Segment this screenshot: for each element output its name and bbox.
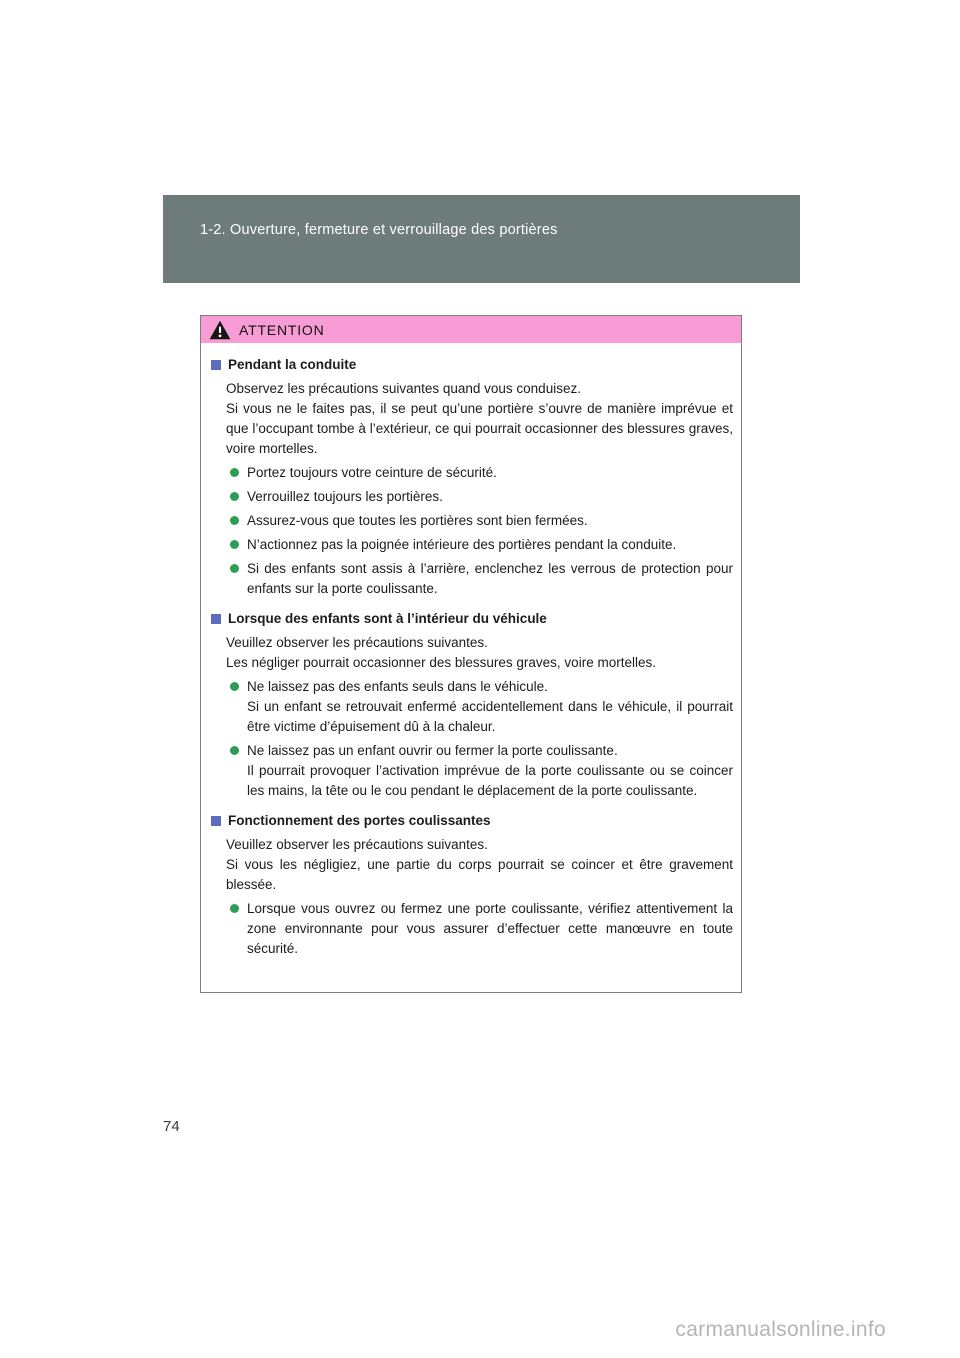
text-line: Assurez-vous que toutes les portières sont bien fermées. bbox=[247, 513, 588, 528]
warning-triangle-icon bbox=[209, 320, 231, 340]
text-line: Ne laissez pas un enfant ouvrir ou fermer la porte coulissante. bbox=[247, 743, 618, 758]
bullet-item bbox=[230, 487, 733, 507]
bullet-item bbox=[230, 511, 733, 531]
chapter-header-bar bbox=[163, 195, 800, 283]
square-bullet-icon bbox=[211, 816, 221, 826]
circle-bullet-icon bbox=[230, 904, 239, 913]
text-line: Verrouillez toujours les portières. bbox=[247, 489, 443, 504]
section-intro bbox=[226, 379, 733, 459]
text-line: Observez les précautions suivantes quand vous conduisez. bbox=[226, 381, 581, 396]
text-line: Veuillez observer les précautions suivantes. bbox=[226, 635, 488, 650]
text-line: Si des enfants sont assis à l’arrière, enclenchez les verrous de protection pour enfants sur la porte coulissante. bbox=[247, 561, 733, 596]
circle-bullet-icon bbox=[230, 468, 239, 477]
bullet-item bbox=[230, 677, 733, 737]
section-intro bbox=[226, 633, 733, 673]
attention-section bbox=[211, 355, 733, 599]
bullet-text bbox=[247, 535, 733, 555]
square-bullet-icon bbox=[211, 614, 221, 624]
text-line: Si vous les négligiez, une partie du corps pourrait se coincer et être gravement blessée. bbox=[226, 857, 733, 892]
section-heading bbox=[211, 609, 733, 629]
chapter-title: 1-2. Ouverture, fermeture et verrouillage des portières bbox=[200, 222, 558, 238]
bullet-item bbox=[230, 899, 733, 959]
text-line: Si un enfant se retrouvait enfermé accidentellement dans le véhicule, il pourrait être victime d’épuisement dû à la chaleur. bbox=[247, 699, 733, 734]
text-line: N’actionnez pas la poignée intérieure des portières pendant la conduite. bbox=[247, 537, 677, 552]
attention-section bbox=[211, 811, 733, 959]
attention-title: ATTENTION bbox=[239, 321, 325, 338]
section-heading bbox=[211, 811, 733, 831]
section-heading-text: Pendant la conduite bbox=[228, 357, 357, 372]
text-line: Il pourrait provoquer l’activation imprévue de la porte coulissante ou se coincer les mains, la tête ou le cou pendant le déplacement de la porte coulissante. bbox=[247, 763, 733, 798]
attention-box bbox=[200, 315, 742, 993]
circle-bullet-icon bbox=[230, 682, 239, 691]
text-line: Portez toujours votre ceinture de sécurité. bbox=[247, 465, 497, 480]
circle-bullet-icon bbox=[230, 492, 239, 501]
text-line: Les négliger pourrait occasionner des blessures graves, voire mortelles. bbox=[226, 655, 656, 670]
bullet-text bbox=[247, 741, 733, 801]
bullet-item bbox=[230, 559, 733, 599]
section-heading bbox=[211, 355, 733, 375]
bullet-text bbox=[247, 511, 733, 531]
text-line: Lorsque vous ouvrez ou fermez une porte coulissante, vérifiez attentivement la zone environnante pour vous assurer d’effectuer cette manœuvre en toute sécurité. bbox=[247, 901, 733, 956]
attention-header bbox=[201, 316, 741, 343]
text-line: Ne laissez pas des enfants seuls dans le véhicule. bbox=[247, 679, 548, 694]
circle-bullet-icon bbox=[230, 516, 239, 525]
attention-section bbox=[211, 609, 733, 801]
bullet-text bbox=[247, 677, 733, 737]
bullet-item bbox=[230, 741, 733, 801]
section-intro bbox=[226, 835, 733, 895]
square-bullet-icon bbox=[211, 360, 221, 370]
circle-bullet-icon bbox=[230, 564, 239, 573]
section-heading-text: Fonctionnement des portes coulissantes bbox=[228, 813, 491, 828]
page-number: 74 bbox=[163, 1118, 180, 1135]
circle-bullet-icon bbox=[230, 746, 239, 755]
attention-content bbox=[201, 343, 741, 973]
bullet-text bbox=[247, 559, 733, 599]
bullet-text bbox=[247, 487, 733, 507]
section-heading-text: Lorsque des enfants sont à l’intérieur du véhicule bbox=[228, 611, 547, 626]
bullet-item bbox=[230, 463, 733, 483]
bullet-item bbox=[230, 535, 733, 555]
watermark: carmanualsonline.info bbox=[675, 1318, 886, 1341]
text-line: Veuillez observer les précautions suivantes. bbox=[226, 837, 488, 852]
text-line: Si vous ne le faites pas, il se peut qu’une portière s’ouvre de manière imprévue et que l’occupant tombe à l’extérieur, ce qui pourrait occasionner des blessures graves, voire mortelles. bbox=[226, 401, 733, 456]
bullet-text bbox=[247, 463, 733, 483]
bullet-text bbox=[247, 899, 733, 959]
circle-bullet-icon bbox=[230, 540, 239, 549]
